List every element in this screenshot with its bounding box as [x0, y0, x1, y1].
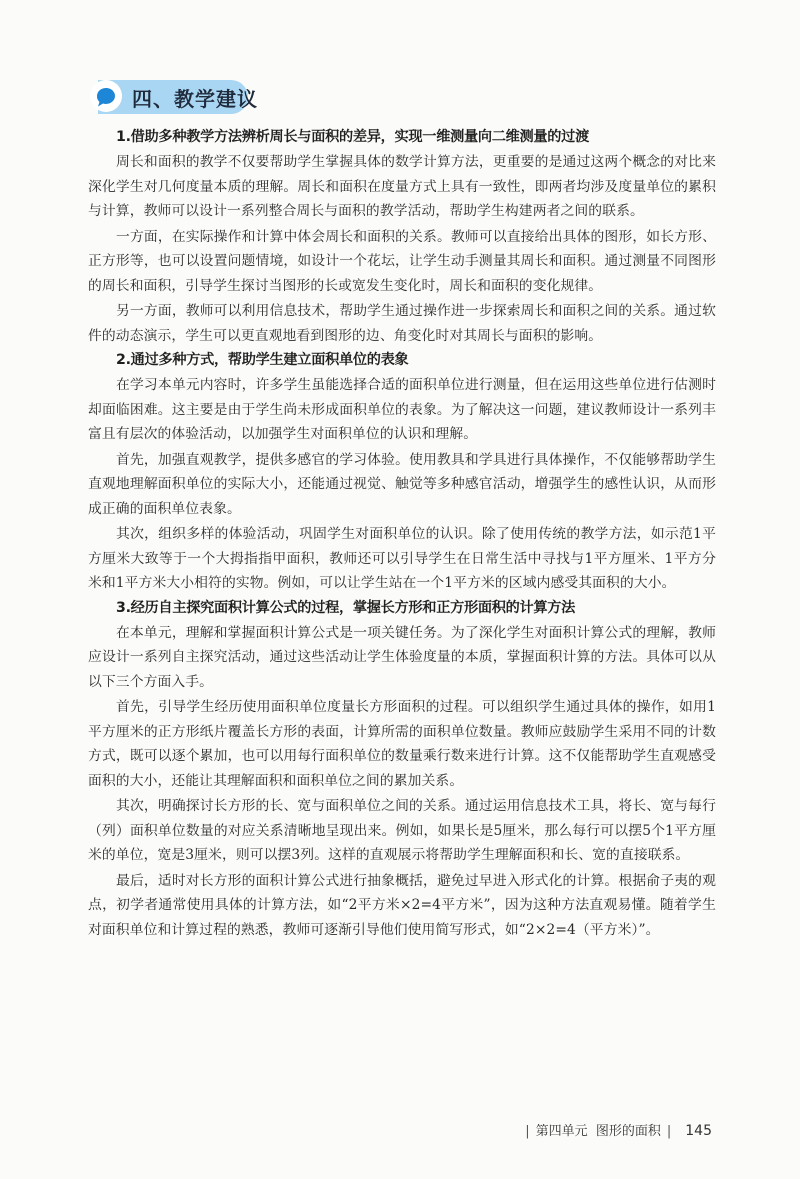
section-2	[88, 349, 716, 596]
section-heading: 3.经历自主探究面积计算公式的过程，掌握长方形和正方形面积的计算方法	[116, 599, 576, 616]
footer-unit: 第四单元	[535, 1124, 588, 1139]
footer-chapter: 图形的面积	[595, 1124, 661, 1139]
page-number: 145	[685, 1123, 712, 1139]
footer-divider: |	[525, 1124, 530, 1139]
paragraph: 首先，引导学生经历使用面积单位度量长方形面积的过程。可以组织学生通过具体的操作，如用1平方厘米的正方形纸片覆盖长方形的表面，计算所需的面积单位数量。教师应鼓励学生采用不同的计数方式，既可以逐个累加，也可以用每行面积单位的数量乘行数来进行计算。这不仅能帮助学生直观感受面积的大小，还能让其理解面积和面积单位之间的累加关系。	[88, 699, 716, 789]
paragraph: 首先，加强直观教学，提供多感官的学习体验。使用教具和学具进行具体操作，不仅能够帮助学生直观地理解面积单位的实际大小，还能通过视觉、触觉等多种感官活动，增强学生的感性认识，从而形成正确的面积单位表象。	[88, 451, 716, 517]
paragraph: 最后，适时对长方形的面积计算公式进行抽象概括，避免过早进入形式化的计算。根据俞子夷的观点，初学者通常使用具体的计算方法，如“2平方米×2=4平方米”，因为这种方法直观易懂。随着学生对面积单位和计算过程的熟悉，教师可逐渐引导他们使用简写形式，如“2×2=4（平方米）”。	[88, 872, 716, 938]
speech-bubble-icon	[88, 80, 124, 114]
paragraph: 在本单元，理解和掌握面积计算公式是一项关键任务。为了深化学生对面积计算公式的理解，教师应设计一系列自主探究活动，通过这些活动让学生体验度量的本质，掌握面积计算的方法。具体可以从以下三个方面入手。	[88, 624, 716, 690]
page-footer	[519, 1120, 712, 1139]
section-1	[88, 126, 716, 348]
section-title: 四、教学建议	[132, 87, 258, 111]
section-badge	[88, 78, 258, 116]
section-3	[88, 597, 716, 943]
paragraph: 其次，明确探讨长方形的长、宽与面积单位之间的关系。通过运用信息技术工具，将长、宽与每行（列）面积单位数量的对应关系清晰地呈现出来。例如，如果长是5厘米，那么每行可以摆5个1平方厘米的单位，宽是3厘米，则可以摆3列。这样的直观展示将帮助学生理解面积和长、宽的直接联系。	[88, 798, 716, 863]
paragraph: 周长和面积的教学不仅要帮助学生掌握具体的数学计算方法，更重要的是通过这两个概念的对比来深化学生对几何度量本质的理解。周长和面积在度量方式上具有一致性，即两者均涉及度量单位的累积与计算，教师可以设计一系列整合周长与面积的教学活动，帮助学生构建两者之间的联系。	[88, 154, 716, 219]
paragraph: 其次，组织多样的体验活动，巩固学生对面积单位的认识。除了使用传统的教学方法，如示范1平方厘米大致等于一个大拇指指甲面积，教师还可以引导学生在日常生活中寻找与1平方厘米、1平方分米和1平方米大小相符的实物。例如，可以让学生站在一个1平方米的区域内感受其面积的大小。	[88, 526, 716, 591]
footer-divider: |	[666, 1124, 672, 1139]
section-heading: 1.借助多种教学方法辨析周长与面积的差异，实现一维测量向二维测量的过渡	[116, 129, 589, 145]
paragraph: 在学习本单元内容时，许多学生虽能选择合适的面积单位进行测量，但在运用这些单位进行估测时却面临困难。这主要是由于学生尚未形成面积单位的表象。为了解决这一问题，建议教师设计一系列丰富且有层次的体验活动，以加强学生对面积单位的认识和理解。	[88, 377, 716, 442]
main-content	[88, 126, 716, 943]
paragraph: 另一方面，教师可以利用信息技术，帮助学生通过操作进一步探索周长和面积之间的关系。通过软件的动态演示，学生可以更直观地看到图形的边、角变化时对其周长与面积的影响。	[88, 303, 716, 344]
section-heading: 2.通过多种方式，帮助学生建立面积单位的表象	[116, 352, 409, 368]
paragraph: 一方面，在实际操作和计算中体会周长和面积的关系。教师可以直接给出具体的图形，如长方形、正方形等，也可以设置问题情境，如设计一个花坛，让学生动手测量其周长和面积。通过测量不同图形的周长和面积，引导学生探讨当图形的长或宽发生变化时，周长和面积的变化规律。	[88, 228, 716, 294]
